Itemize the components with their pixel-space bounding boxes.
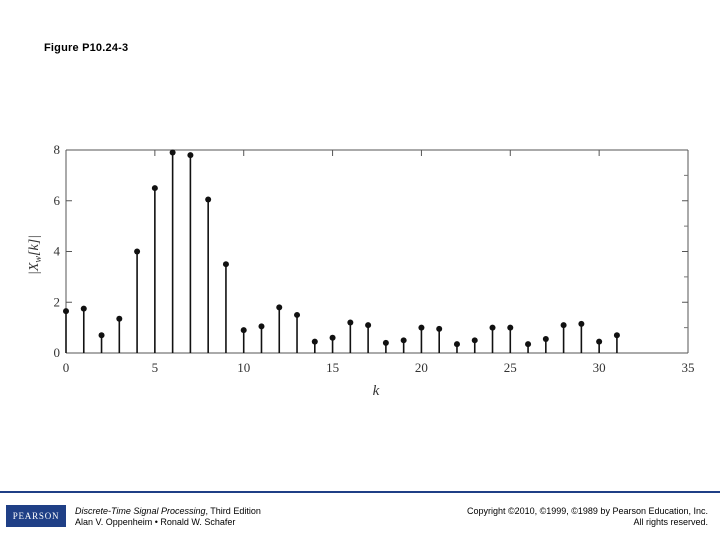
stem-marker	[134, 249, 140, 255]
stem-marker	[116, 316, 122, 322]
y-axis-label-main: |X	[27, 262, 42, 276]
stems	[63, 150, 620, 353]
stem-marker	[507, 325, 513, 331]
stem-marker	[418, 325, 424, 331]
stem-marker	[258, 323, 264, 329]
y-tick-label: 8	[53, 142, 60, 157]
stem-marker	[454, 341, 460, 347]
book-title: Discrete-Time Signal Processing	[75, 506, 206, 516]
stem-marker	[241, 327, 247, 333]
plot-frame	[66, 150, 688, 353]
stem-marker	[99, 332, 105, 338]
y-axis-label-sub: w	[33, 255, 44, 263]
x-tick-label: 25	[503, 360, 517, 375]
stem-marker	[170, 150, 176, 156]
x-axis-label: k	[372, 383, 380, 399]
footer-divider	[0, 491, 720, 493]
figure-title: Figure P10.24-3	[44, 42, 129, 54]
pearson-logo: PEARSON	[6, 505, 66, 527]
stem-marker	[223, 261, 229, 267]
copyright-text: Copyright ©2010, ©1999, ©1989 by Pearson Education, Inc.	[466, 506, 708, 516]
x-tick-label: 15	[326, 360, 340, 375]
copyright-info	[467, 506, 708, 528]
stem-marker	[205, 196, 211, 202]
rights-text: All rights reserved.	[633, 517, 708, 527]
stem-marker	[525, 341, 531, 347]
y-tick-label: 0	[53, 345, 60, 360]
x-tick-label: 0	[62, 360, 70, 375]
stem-marker	[330, 335, 336, 341]
stem-marker	[63, 308, 69, 314]
stem-marker	[401, 337, 407, 343]
stem-marker	[578, 321, 584, 327]
stem-marker	[152, 185, 158, 191]
book-authors: Alan V. Oppenheim • Ronald W. Schafer	[75, 517, 236, 527]
y-tick-label: 6	[53, 192, 60, 208]
y-tick-label: 2	[53, 294, 60, 310]
stem-marker	[561, 322, 567, 328]
stem-marker	[365, 322, 371, 328]
stem-marker	[187, 152, 193, 158]
stem-marker	[490, 325, 496, 331]
x-tick-label: 35	[681, 360, 695, 375]
y-tick-label: 4	[53, 243, 60, 259]
y-axis-label-rest: [k]|	[27, 234, 42, 256]
x-tick-label: 10	[237, 360, 251, 375]
stem-marker	[347, 320, 353, 326]
y-axis-label	[27, 235, 44, 275]
stem-marker	[312, 339, 318, 345]
stem-marker	[383, 340, 389, 346]
x-tick-label: 5	[151, 360, 159, 375]
stem-marker	[436, 326, 442, 332]
stem-marker	[294, 312, 300, 318]
stem-marker	[472, 337, 478, 343]
stem-marker	[81, 306, 87, 312]
x-tick-label: 20	[414, 360, 428, 375]
stem-marker	[614, 332, 620, 338]
x-tick-label: 30	[592, 360, 606, 375]
stem-marker	[543, 336, 549, 342]
y-ticks	[54, 142, 689, 360]
stem-marker	[276, 304, 282, 310]
stem-marker	[596, 339, 602, 345]
book-info	[75, 506, 261, 528]
book-edition: , Third Edition	[205, 506, 261, 516]
